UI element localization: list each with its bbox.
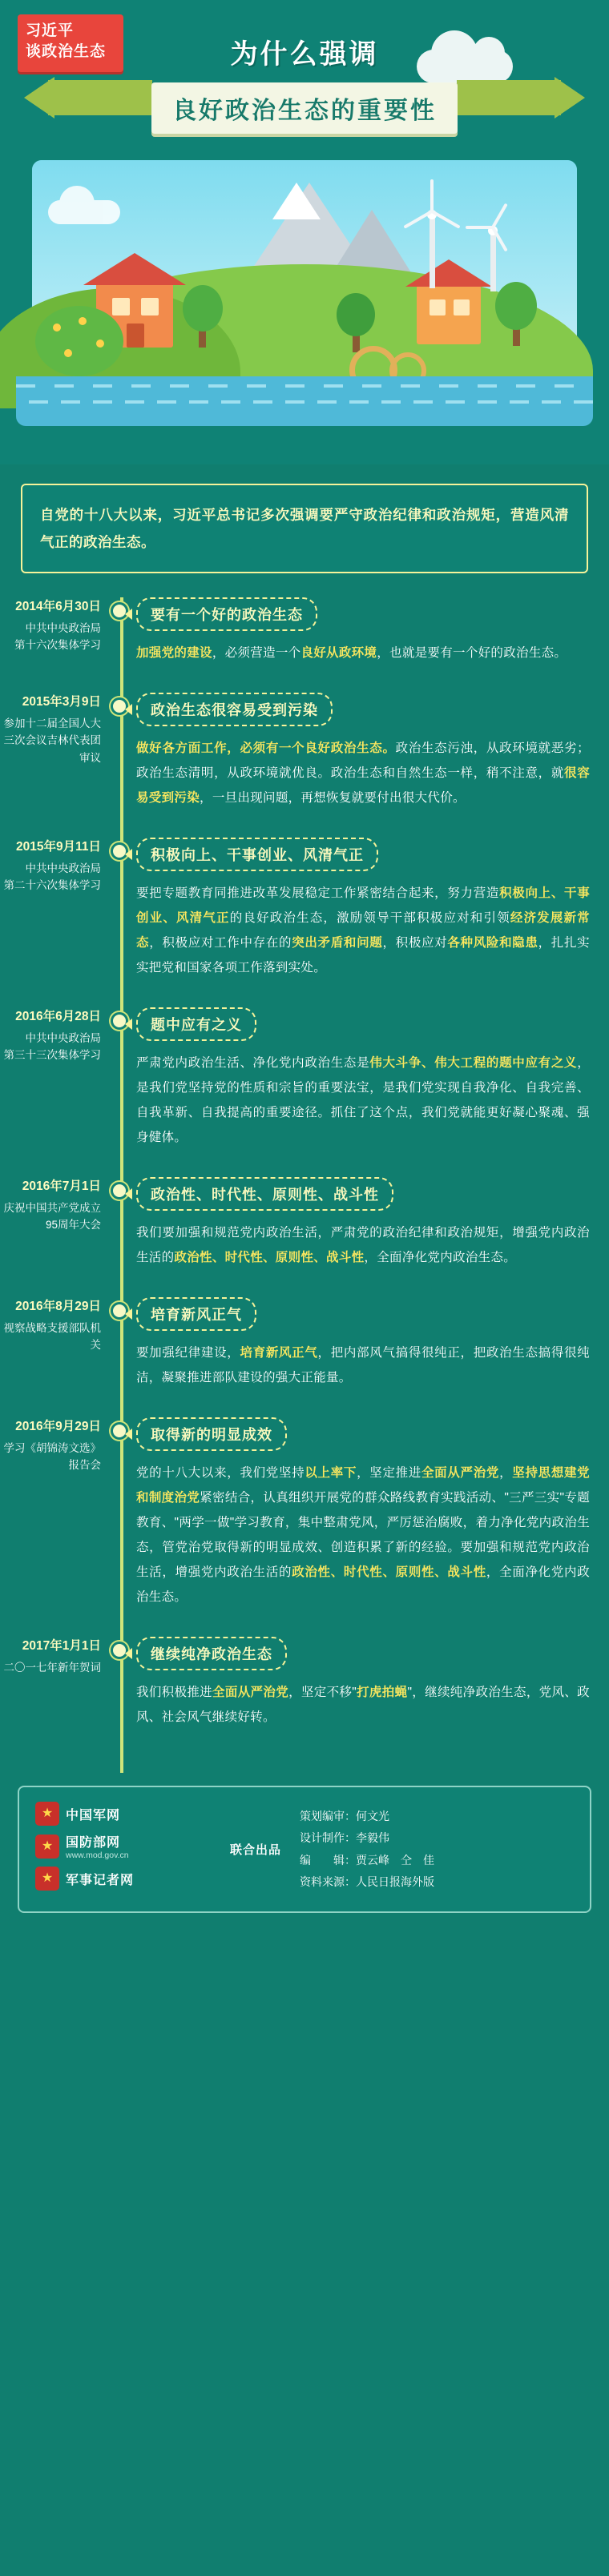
window-shape [112,298,130,315]
footer [18,1786,591,1913]
timeline-date: 2016年7月1日 [22,1179,101,1194]
timeline-entry-right [131,1417,590,1609]
timeline-entry [0,1637,609,1757]
timeline-dot-column [111,597,131,665]
series-tag-line2: 谈政治生态 [26,42,107,60]
timeline-entry-right [131,1297,590,1390]
footer-logo-name: 国防部网 www.mod.gov.cn [66,1836,129,1861]
timeline-entry-left [0,838,111,980]
timeline-headline-chip: 政治生态很容易受到污染 [136,693,333,726]
footer-credit-line: 编 辑：贾云峰 仝 佳 [300,1853,434,1867]
joint-production-label: 联合出品 [229,1843,281,1858]
house-shape [417,285,481,344]
timeline-dot-column [111,1417,131,1609]
timeline-entry-left [0,1177,111,1270]
timeline-entry-left [0,597,111,665]
footer-credit-line: 策划编审：何文光 [300,1810,389,1823]
timeline-entry [0,693,609,838]
fruit-dot [79,317,87,325]
star-emblem-icon: ★ [35,1835,59,1859]
page-subtitle: 良好政治生态的重要性 [151,82,458,134]
fruit-dot [64,349,72,357]
timeline-occasion: 中共中央政治局 第三十三次集体学习 [3,1031,101,1062]
timeline-quote-text: 党的十八大以来，我们党坚持以上率下，坚定推进全面从严治党，坚持思想建党和制度治党紧密结合，认真组织开展党的群众路线教育实践活动、"三严三实"专题教育、"两学一做"学习教育，集中整肃党风，严厉惩治腐败，着力净化党内政治生态，管党治党取得新的明显成效、创造积累了新的经验。要加强和规范党内政治生活，增强党内政治生活的政治性、时代性、原则性、战斗性，全面净化党内政治生态。 [136,1466,590,1605]
timeline-entry-left [0,1417,111,1609]
house-roof-shape [83,253,186,285]
timeline-entry-right [131,838,590,980]
snowcap-shape [272,183,321,219]
star-emblem-icon: ★ [35,1867,59,1891]
timeline-occasion: 学习《胡锦涛文选》报告会 [3,1441,101,1472]
timeline-date: 2016年9月29日 [15,1420,101,1434]
timeline-entry [0,1417,609,1637]
page-title: 为什么强调 [230,39,379,70]
footer-logo-name: 中国军网 [66,1808,121,1822]
timeline-headline-chip: 政治性、时代性、原则性、战斗性 [136,1177,393,1211]
footer-logo-name: 军事记者网 [66,1873,135,1887]
title-block [0,32,609,134]
timeline-date: 2016年8月29日 [15,1300,101,1314]
timeline-entry-right [131,1177,590,1270]
tree-icon [495,282,537,330]
timeline-entry-left [0,1007,111,1150]
windmill-blade [430,179,434,211]
timeline-occasion: 参加十二届全国人大三次会议吉林代表团审议 [3,717,101,764]
windmill-blade [466,226,493,229]
footer-credits [292,1806,574,1893]
timeline-date: 2016年6月28日 [15,1010,101,1024]
timeline-headline-chip: 题中应有之义 [136,1007,256,1041]
timeline-entry [0,1297,609,1417]
timeline-entry [0,1177,609,1297]
timeline-entry-right [131,1637,590,1730]
timeline-entry-left [0,1297,111,1390]
hero-banner [0,0,609,464]
timeline-entry-left [0,1637,111,1730]
footer-logo-url: www.mod.gov.cn [66,1851,129,1861]
timeline-entry [0,1007,609,1177]
window-shape [454,299,470,315]
timeline-quote-text: 做好各方面工作，必须有一个良好政治生态。政治生态污浊，从政环境就恶劣；政治生态清明，从政环境就优良。政治生态和自然生态一样，稍不注意，就很容易受到污染，一旦出现问题，再想恢复就要付出很大代价。 [136,741,590,806]
timeline-date: 2014年6月30日 [15,600,101,614]
timeline-entry-left [0,693,111,810]
star-emblem-icon: ★ [35,1802,59,1826]
timeline-quote-text: 我们要加强和规范党内政治生活，严肃党的政治纪律和政治规矩，增强党内政治生活的政治性、时代性、原则性、战斗性，全面净化党内政治生态。 [136,1226,590,1265]
bush-shape [35,306,123,376]
timeline-headline-chip: 积极向上、干事创业、风清气正 [136,838,378,871]
door-shape [127,324,144,348]
timeline-headline-chip: 取得新的明显成效 [136,1417,287,1451]
footer-logo-item[interactable] [35,1867,220,1891]
cloud-icon [48,200,120,224]
timeline-occasion: 庆祝中国共产党成立95周年大会 [3,1201,101,1232]
footer-logos [35,1802,220,1897]
footer-logo-item[interactable] [35,1802,220,1826]
timeline-quote-text: 要加强纪律建设，培育新风正气，把内部风气搞得很纯正，把政治生态搞得很纯洁，凝聚推进部队建设的强大正能量。 [136,1346,590,1385]
water-band [16,376,593,426]
fruit-dot [53,324,61,332]
timeline-quote-text: 我们积极推进全面从严治党，坚定不移"打虎拍蝇"，继续纯净政治生态，党风、政风、社会风气继续好转。 [136,1686,590,1725]
timeline [0,597,609,1773]
timeline-quote-text: 加强党的建设，必须营造一个良好从政环境，也就是要有一个好的政治生态。 [136,646,567,661]
house-roof-shape [405,259,492,287]
window-shape [430,299,446,315]
window-shape [141,298,159,315]
tree-icon [337,293,375,336]
fruit-dot [96,340,104,348]
timeline-headline-chip: 继续纯净政治生态 [136,1637,287,1670]
timeline-quote-text: 严肃党内政治生活、净化党内政治生态是伟大斗争、伟大工程的题中应有之义，是我们党坚持党的性质和宗旨的重要法宝，是我们党实现自我净化、自我完善、自我革新、自我提高的重要途径。抓住了这个点，我们党就能更好凝心聚魂、强身健体。 [136,1056,590,1145]
windmill-pole [490,231,496,291]
timeline-entry [0,597,609,693]
timeline-date: 2015年9月11日 [16,840,101,854]
timeline-occasion: 中共中央政治局 第二十六次集体学习 [3,862,101,892]
footer-credit-line: 资料来源：人民日报海外版 [300,1875,434,1889]
timeline-date: 2017年1月1日 [22,1639,101,1654]
lead-paragraph: 自党的十八大以来，习近平总书记多次强调要严守政治纪律和政治规矩，营造风清气正的政治生态。 [21,484,588,573]
timeline-headline-chip: 培育新风正气 [136,1297,256,1331]
windmill-pole [430,215,435,288]
timeline-occasion: 中共中央政治局 第十六次集体学习 [14,621,101,652]
timeline-quote-text: 要把专题教育同推进改革发展稳定工作紧密结合起来，努力营造积极向上、干事创业、风清气正的良好政治生态，激励领导干部积极应对和引领经济发展新常态，积极应对工作中存在的突出矛盾和问题，积极应对各种风险和隐患，扎扎实实把党和国家各项工作落到实处。 [136,886,591,975]
timeline-occasion: 视察战略支援部队机关 [3,1321,101,1352]
series-tag-line1: 习近平 [26,22,75,39]
timeline-date: 2015年3月9日 [22,695,101,709]
timeline-occasion: 二〇一七年新年贺词 [3,1661,101,1674]
timeline-entry-right [131,693,590,810]
footer-credit-line: 设计制作：李毅伟 [300,1831,389,1845]
timeline-headline-chip: 要有一个好的政治生态 [136,597,317,631]
timeline-entry [0,838,609,1007]
tree-icon [183,285,223,332]
timeline-entry-right [131,1007,590,1150]
timeline-entry-right [131,597,590,665]
footer-logo-item[interactable] [35,1832,220,1860]
